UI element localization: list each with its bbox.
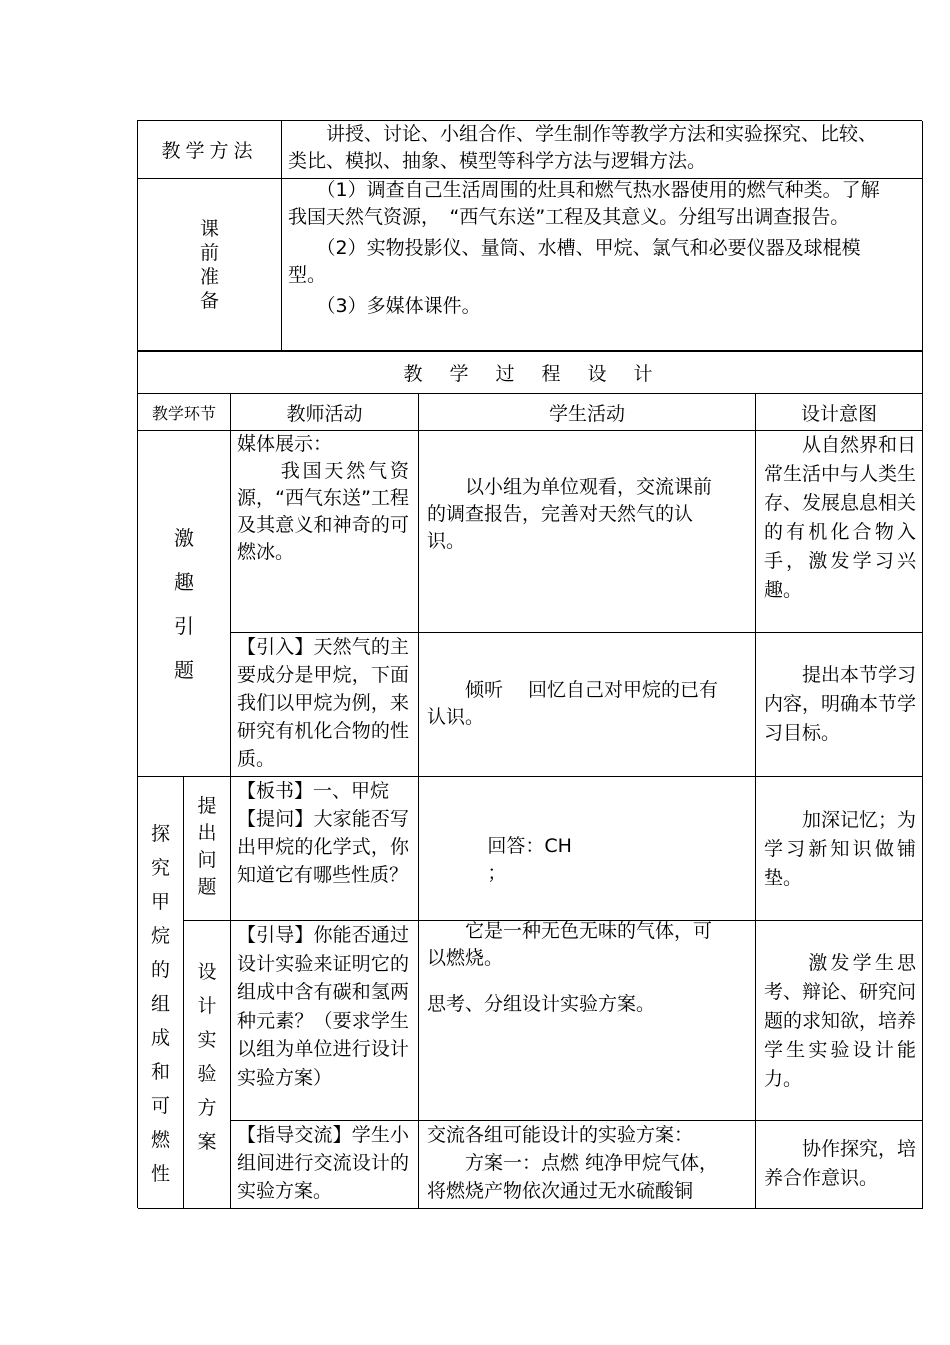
sub-question-char: 题 <box>197 876 217 898</box>
intro-row2-teacher-cell <box>231 633 419 777</box>
top-table <box>137 120 922 351</box>
design-row1-teacher-cell <box>231 921 419 1121</box>
prep-label-char: 课 <box>199 218 219 240</box>
section-intro-char: 引 <box>174 613 194 638</box>
section-explore-char: 组 <box>150 993 170 1015</box>
design-row2-intent: 协作探究，培养合作意识。 <box>764 1138 917 1189</box>
design-row2-teacher: 【指导交流】学生小组间进行交流设计的实验方案。 <box>237 1124 409 1202</box>
sub-question-label-cell <box>184 777 231 921</box>
prep-label-char: 备 <box>199 290 219 312</box>
method-label-cell <box>138 121 282 179</box>
sub-question-char: 问 <box>197 849 217 871</box>
intro-row1-student-cell <box>419 431 756 633</box>
section-intro-char: 趣 <box>174 569 194 594</box>
question-student-answer-text: 回答：CH <box>487 835 572 857</box>
section-explore-char: 性 <box>150 1163 170 1185</box>
intro-row2-student-cell <box>419 633 756 777</box>
prep-label-char: 准 <box>199 266 219 288</box>
sub-design-char: 计 <box>197 995 217 1017</box>
header-teacher-cell <box>231 394 419 431</box>
method-text-cell <box>282 121 923 179</box>
section-explore-char: 燃 <box>150 1129 170 1151</box>
method-text: 讲授、讨论、小组合作、学生制作等教学方法和实验探究、比较、类比、模拟、抽象、模型等科学方法与逻辑方法。 <box>288 123 878 172</box>
design-row2-teacher-cell <box>231 1121 419 1209</box>
design-row2-intent-cell <box>756 1121 923 1209</box>
question-teacher-cell <box>231 777 419 921</box>
header-stage: 教学环节 <box>151 403 216 423</box>
section-explore-char: 甲 <box>150 891 170 913</box>
process-title: 教 学 过 程 设 计 <box>403 362 657 385</box>
header-intent: 设计意图 <box>800 402 877 425</box>
question-student-desc: 它是一种无色无味的气体，可以燃烧。 <box>427 920 713 969</box>
sub-design-char: 案 <box>197 1131 217 1153</box>
design-row1-intent-cell <box>756 921 923 1121</box>
design-row1-intent: 激发学生思考、辩论、研究问题的求知欲，培养学生实验设计能力。 <box>764 952 917 1090</box>
header-teacher: 教师活动 <box>286 402 363 425</box>
intro-row1-intent: 从自然界和日常生活中与人类生存、发展息息相关的有机化合物入手，激发学习兴趣。 <box>764 434 917 601</box>
question-teacher: 【板书】一、甲烷 【提问】大家能否写出甲烷的化学式，你知道它有哪些性质？ <box>237 780 409 886</box>
intro-row2-teacher: 【引入】天然气的主要成分是甲烷，下面我们以甲烷为例，来研究有机化合物的性质。 <box>237 636 409 770</box>
sub-design-char: 设 <box>197 961 217 983</box>
question-intent-cell <box>756 777 923 921</box>
intro-row1-intent-cell <box>756 431 923 633</box>
design-row1-teacher: 【引导】你能否通过设计实验来证明它的组成中含有碳和氢两种元素？（要求学生以组为单位进行设计实验方案） <box>237 924 409 1089</box>
section-explore-char: 和 <box>150 1061 170 1083</box>
intro-row2-intent: 提出本节学习内容，明确本节学习目标。 <box>764 664 917 744</box>
method-label: 教学方法 <box>161 140 258 162</box>
header-intent-cell <box>756 394 923 431</box>
section-explore-char: 究 <box>150 857 170 879</box>
design-row1-student-cell <box>419 921 756 1121</box>
section-intro-char: 激 <box>174 525 194 550</box>
question-student-answer-tail: ； <box>487 862 507 884</box>
prep-label-char: 前 <box>199 242 219 264</box>
header-student-cell <box>419 394 756 431</box>
prep-item: （2）实物投影仪、量筒、水槽、甲烷、氯气和必要仪器及球棍模型。 <box>288 237 861 286</box>
section-intro-label-cell <box>138 431 231 777</box>
section-explore-char: 的 <box>150 959 170 981</box>
section-explore-char: 可 <box>150 1095 170 1117</box>
process-title-cell <box>138 351 923 394</box>
sub-question-char: 出 <box>197 822 217 844</box>
sub-question-char: 提 <box>197 795 217 817</box>
question-intent: 加深记忆；为学习新知识做铺垫。 <box>764 809 917 889</box>
prep-item: （3）多媒体课件。 <box>288 295 481 317</box>
section-explore-char: 成 <box>150 1027 170 1049</box>
intro-row1-teacher: 媒体展示： 我国天然气资源，“西气东送”工程及其意义和神奇的可燃冰。 <box>237 433 409 563</box>
sub-design-label-cell <box>184 921 231 1209</box>
design-row2-student-cell <box>419 1121 756 1209</box>
section-intro-char: 题 <box>174 657 194 682</box>
question-student-answer <box>427 806 727 914</box>
section-explore-char: 探 <box>150 823 170 845</box>
intro-row2-student: 倾听 回忆自己对甲烷的已有认识。 <box>427 679 719 728</box>
design-row1-student: 思考、分组设计实验方案。 <box>427 993 656 1015</box>
section-explore-label-cell <box>138 777 184 1209</box>
intro-row2-intent-cell <box>756 633 923 777</box>
section-explore-char: 烷 <box>150 925 170 947</box>
prep-text-cell <box>282 179 923 352</box>
sub-design-char: 方 <box>197 1097 217 1119</box>
design-row2-student: 交流各组可能设计的实验方案： 方案一：点燃 纯净甲烷气体，将燃烧产物依次通过无水硫酸铜 <box>427 1124 719 1202</box>
header-student: 学生活动 <box>548 402 625 425</box>
intro-row1-teacher-cell <box>231 431 419 633</box>
prep-label-cell <box>138 179 282 352</box>
process-table <box>137 350 922 1208</box>
sub-design-char: 实 <box>197 1029 217 1051</box>
question-student-cell <box>419 777 756 969</box>
intro-row1-student: 以小组为单位观看，交流课前的调查报告，完善对天然气的认识。 <box>427 476 713 552</box>
header-stage-cell <box>138 394 231 431</box>
prep-item: （1）调查自己生活周围的灶具和燃气热水器使用的燃气种类。了解我国天然气资源， “西气东送”工程及其意义。分组写出调查报告。 <box>288 179 880 228</box>
sub-design-char: 验 <box>197 1063 217 1085</box>
